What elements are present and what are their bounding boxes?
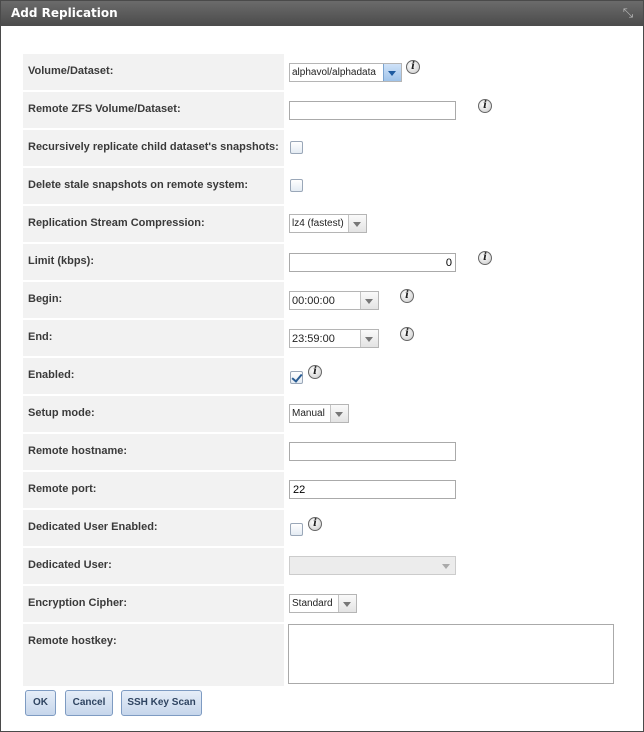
remote-hostkey-label: Remote hostkey: [28, 635, 117, 647]
info-icon[interactable]: i [478, 251, 492, 265]
chevron-down-icon[interactable] [360, 292, 378, 309]
row-cipher [23, 586, 623, 622]
remote-hostname-label: Remote hostname: [28, 445, 128, 457]
setup-mode-select[interactable] [289, 404, 349, 423]
cipher-label: Encryption Cipher: [28, 597, 128, 609]
chevron-down-icon[interactable] [437, 557, 455, 574]
cancel-button[interactable]: Cancel [65, 690, 113, 716]
remote-port-input[interactable] [289, 480, 456, 499]
delete-stale-checkbox[interactable] [290, 179, 303, 192]
limit-label: Limit (kbps): [28, 255, 94, 267]
begin-value: 00:00:00 [292, 295, 335, 307]
row-setup-mode [23, 396, 623, 432]
row-dedicated-user-enabled [23, 510, 623, 546]
row-dedicated-user [23, 548, 623, 584]
compression-label: Replication Stream Compression: [28, 217, 205, 229]
end-label: End: [28, 331, 53, 343]
cipher-value: Standard [292, 598, 333, 609]
setup-mode-value: Manual [292, 408, 325, 419]
limit-input[interactable] [289, 253, 456, 272]
row-limit [23, 244, 623, 280]
row-enabled [23, 358, 623, 394]
chevron-down-icon[interactable] [360, 330, 378, 347]
chevron-down-icon[interactable] [338, 595, 356, 612]
end-select[interactable] [289, 329, 379, 348]
close-icon[interactable]: ⤡ [622, 5, 634, 20]
info-icon[interactable]: i [400, 289, 414, 303]
dedicated-user-enabled-checkbox[interactable] [290, 523, 303, 536]
remote-hostname-input[interactable] [289, 442, 456, 461]
enabled-label: Enabled: [28, 369, 75, 381]
remote-hostkey-textarea[interactable] [288, 624, 614, 684]
row-volume [23, 54, 623, 90]
dialog-title: Add Replication [11, 6, 118, 20]
enabled-checkbox[interactable] [290, 371, 303, 384]
info-icon[interactable]: i [400, 327, 414, 341]
remote-port-label: Remote port: [28, 483, 97, 495]
begin-label: Begin: [28, 293, 63, 305]
ok-button[interactable]: OK [25, 690, 56, 716]
row-remote-port [23, 472, 623, 508]
row-remote-hostkey [23, 624, 623, 686]
ssh-key-scan-button[interactable]: SSH Key Scan [121, 690, 202, 716]
cipher-select[interactable] [289, 594, 357, 613]
delete-stale-label: Delete stale snapshots on remote system: [28, 179, 249, 191]
info-icon[interactable]: i [308, 365, 322, 379]
chevron-down-icon[interactable] [348, 215, 366, 232]
compression-value: lz4 (fastest) [292, 218, 344, 229]
info-icon[interactable]: i [308, 517, 322, 531]
title-bar [1, 1, 643, 26]
begin-select[interactable] [289, 291, 379, 310]
dedicated-user-enabled-label: Dedicated User Enabled: [28, 521, 158, 533]
chevron-down-icon[interactable] [330, 405, 348, 422]
row-remote-zfs [23, 92, 623, 128]
row-recursive [23, 130, 623, 166]
row-end [23, 320, 623, 356]
row-begin [23, 282, 623, 318]
recursive-checkbox[interactable] [290, 141, 303, 154]
recursive-label: Recursively replicate child dataset's snapshots: [28, 141, 279, 153]
chevron-down-icon[interactable] [383, 64, 401, 81]
info-icon[interactable]: i [406, 60, 420, 74]
setup-mode-label: Setup mode: [28, 407, 95, 419]
remote-zfs-input[interactable] [289, 101, 456, 120]
remote-zfs-label: Remote ZFS Volume/Dataset: [28, 103, 181, 115]
compression-select[interactable] [289, 214, 367, 233]
row-compression [23, 206, 623, 242]
end-value: 23:59:00 [292, 333, 335, 345]
row-remote-hostname [23, 434, 623, 470]
dedicated-user-label: Dedicated User: [28, 559, 112, 571]
volume-value: alphavol/alphadata [292, 67, 376, 78]
dedicated-user-select[interactable] [289, 556, 456, 575]
volume-label: Volume/Dataset: [28, 65, 114, 77]
volume-select[interactable] [289, 63, 402, 82]
row-delete-stale [23, 168, 623, 204]
info-icon[interactable]: i [478, 99, 492, 113]
